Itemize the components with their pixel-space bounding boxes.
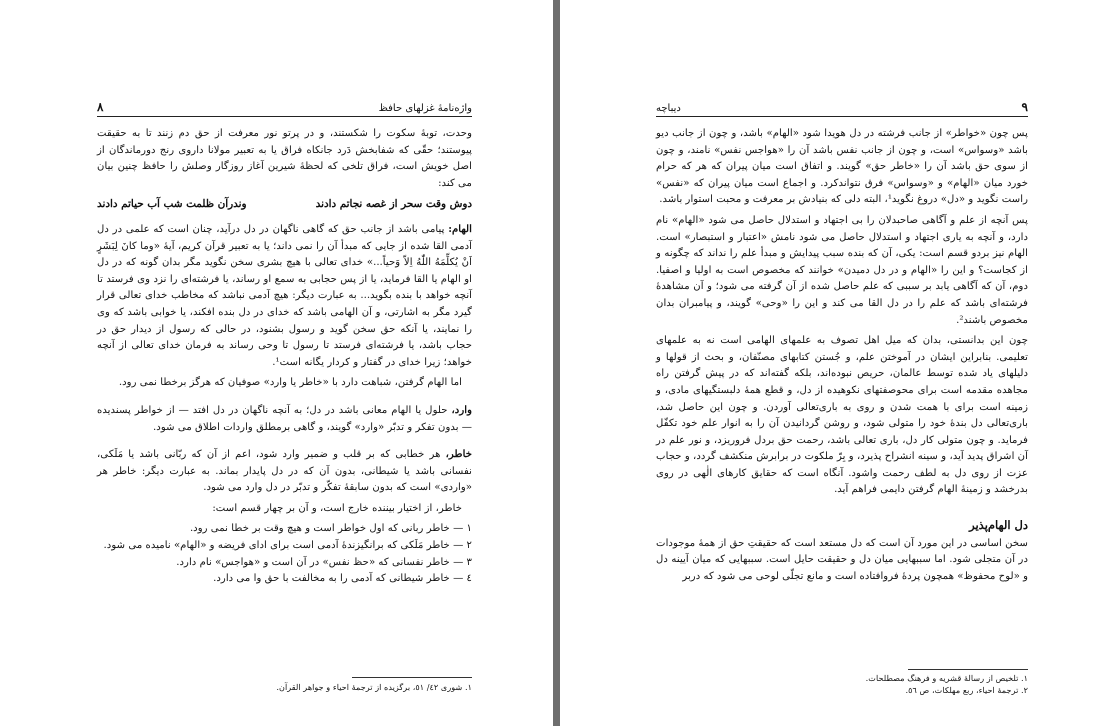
left-page-number: ۸ — [97, 100, 104, 114]
left-running-title: واژه‌نامهٔ غزلهای حافظ — [378, 103, 472, 114]
list-item: ۳ — خاطر نفسانی که «حظ نفس» در آن است و «هواجس» نام دارد. — [176, 556, 472, 568]
intro-paragraph: وحدت، توبهٔ سکوت را شکستند، و در پرتو نور معرفت از حق دم زنند تا به حقیقت پیوستند؛ حقّی که شفابخش دَرد جانکاه فراق یا به تعبیر مولانا داروی رنج دورماندگان از اصل خویش است، فراق تلخی که لحظهٔ شیرین آغاز روزگار وصلش را حافظ چنین بیان می کند: — [97, 128, 472, 189]
vared-term: وارد، — [451, 403, 472, 416]
khater-term: خاطر، — [445, 448, 472, 461]
khater-definition: هر خطابی که بر قلب و ضمیر وارد شود، اعم از آن که ربّانی باشد یا مَلَکی، نفسانی باشد یا شیطانی، بدون آن که در دل پایدار بماند. به عبارت دیگر: خاطر هر «واردی» است که بدون سابقهٔ تفکّر و تدبّر در دل وارد می شود. — [97, 449, 472, 494]
verse-hemistich-right: دوش وقت سحر از غصه نجاتم دادند — [315, 198, 472, 211]
paragraph: پس چون «خواطر» از جانب فرشته در دل هویدا شود «الهام» باشد، و چون از جانب دیو باشد «وسواس» است، و چون از جانب نفس باشد آن را «هواجس نفس» نامند، و چون از سوی حق باشد آن را «خاطر حق» گویند. و اتفاق است میان پیران که هر که حرام خورد میان «الهام» و «وسواس» فرق نتواندکرد. و اجماع است میان پیران که «نفس» راست نگوید و «دل» دروغ نگوید¹، البته دلی که بنیادش بر معرفت و محبت استوار باشد. — [656, 128, 1028, 206]
verse-line — [97, 196, 472, 213]
right-page — [560, 0, 1113, 726]
footnote: ۲. ترجمهٔ احیاء، ربع مهلکات، ص ٥٦. — [905, 685, 1028, 695]
ilham-note: اما الهام گرفتن، شباهت دارد با «خاطر یا وارد» صوفیان که هرگز برخطا نمی رود. — [118, 377, 462, 389]
khater-entry — [97, 446, 472, 497]
vared-entry — [97, 402, 472, 436]
right-running-title: دیباچه — [656, 103, 681, 114]
paragraph: چون این بدانستی، بدان که میل اهل تصوف به علمهای الهامی است نه به علمهای تعلیمی. بنابراین ایشان در آموختن علم، و جُستن کتابهای مصنّفان، و بحث از قولها و دلیلهای یاد شده توسط عالمان، حریص نبوده‌اند، بلکه گفته‌اند که در پیش گرفتن راه مجاهده مقدمه است برای محوصفتهای نکوهیده از دل، و قطع همهٔ دلبستگیهای مادی، و زمینه است برای با همت شدن و روی به باری‌تعالی آوردن. و چون این حاصل شد، باری‌تعالی دل بندهٔ خود را متولی شود، و روشن گردانیدن آن را به انوار علم خود تکفّل فرماید. و چون متولی کار دل، باری تعالی باشد، رحمت حق بردل فروریزد، و نور علم در آن اشراق پدید آید، و سینه انشراح پذیرد، و بِرّ ملکوت در برابرش منکشف گردد، و حجاب عزت از روی دل به لطف رحمت واشود. آنگاه است که حقایق کارهای الٰهی در روی بدرخشد و زمینهٔ الهام گرفتن دایمی فراهم آید. — [656, 335, 1028, 496]
right-page-header — [656, 96, 1028, 117]
left-footnote-rule — [352, 677, 472, 678]
right-page-number: ۹ — [1021, 100, 1028, 114]
footnote: ۱. تلخیص از رسالهٔ قشریه و فرهنگ مصطلحات. — [865, 673, 1028, 683]
right-page-body — [656, 126, 1028, 589]
section-heading: دل الهام‌پذیر — [969, 518, 1028, 533]
ilham-entry — [97, 221, 472, 371]
khater-list — [97, 521, 472, 587]
section-paragraph: سخن اساسی در این مورد آن است که دل مستعد است که حقیقتِ حق از همهٔ موجودات در آن متجلی شود. اما سببهایی میان دل و حقیقت حایل است. سببهایی که میان آیینه دل و «لوح محفوظ» همچون پردهٔ فروافتاده است و مانع تجلّی لوحی می شود که دربر — [656, 537, 1028, 582]
right-footnote-rule — [908, 669, 1028, 670]
list-item: ۲ — خاطر مَلَکی که برانگیزندهٔ آدمی است برای ادای فریضه و «الهام» نامیده می شود. — [103, 540, 472, 552]
verse-hemistich-left: وندرآن ظلمت شب آب حیاتم دادند — [97, 198, 247, 211]
book-gutter — [553, 0, 560, 726]
khater-intro: خاطر، از اختیار بیننده خارج است، و آن بر چهار قسم است: — [212, 502, 462, 514]
ilham-definition: پیامی باشد از جانب حق که گاهی ناگهان در دل درآید، چنان است که علمی در دل آدمی القا شده از جایی که مبدأ آن را نمی داند؛ یا به تعبیر قرآن کریم، آیهٔ «وما کانَ لِبَشَرٍ اَنْ یُکلِّمَهُ اللّٰهُ اِلاّ وَحیاً...» خدای تعالی با هیچ بشری سخن نگوید مگر بدان گونه که در دل او الهام یا القا فرماید، یا از پس حجابی به سمع او رساند، یا فرشته‌ای را نزد وی فرستد تا آنچه خواهد با بنده بگوید... به عبارت دیگر: هیچ آدمی نباشد که مخاطب خدای تعالی قرار گیرد مگر به اشارتی، و آن الهامی باشد که خدای در دل بنده افکند، یا خوابی باشد که وی را نمایند، یا آنکه حق سخن گوید و رسول بشنود، در حالی که رسول از دیدار حق در حجاب باشد، یا فرشته‌ای فرستد تا رسول تا وحی رساند به فرمان خدای تعالی از آنچه خواهد؛ زیرا خدای در گفتار و کردار یگانه است¹. — [97, 223, 472, 368]
left-page — [0, 0, 553, 726]
footnote: ۱. شوری ٤٢/ ٥۱، برگزیده از ترجمهٔ احیاء و جواهر القرآن. — [276, 682, 472, 692]
left-page-body — [97, 126, 472, 588]
list-item: ٤ — خاطر شیطانی که آدمی را به مخالفت با حق وا می دارد. — [213, 573, 472, 585]
left-page-header — [97, 96, 472, 117]
left-footnotes — [97, 681, 472, 693]
vared-definition: حلول یا الهام معانی باشد در دل؛ به آنچه ناگهان در دل افتد — از خواطر پسندیده — بدون تفکر و تدبّر «وارد» گویند، و گاهی برمطلق واردات اطلاق می شود. — [97, 404, 472, 433]
ilham-term: الهام: — [448, 222, 472, 235]
paragraph: پس آنچه از علم و آگاهی صاحبدلان را بی اجتهاد و استدلال حاصل می شود «الهام» نام دارد، و آنچه به یاری اجتهاد و استدلال حاصل می شود نامش «اعتبار و استبصار» است. الهام نیز بردو قسم است: یکی، آن که بنده سبب پیدایش و مبدأ علم را نداند که چگونه و از کجاست؟ و این را «الهام و در دل دمیدن» خوانند که مخصوص است به اولیا و اصفیا. دوم، آن که آگاهی یابد بر سببی که علم حاصل شده از آن گرفته می شود؛ و آن مشاهدهٔ فرشته‌ای باشد که علم را در دل القا می کند و این را «وحی» گویند، و پیامبران بدان مخصوص باشند². — [656, 214, 1028, 326]
list-item: ۱ — خاطر ربانی که اول خواطر است و هیچ وقت بر خطا نمی رود. — [189, 523, 472, 535]
right-footnotes — [656, 672, 1028, 696]
